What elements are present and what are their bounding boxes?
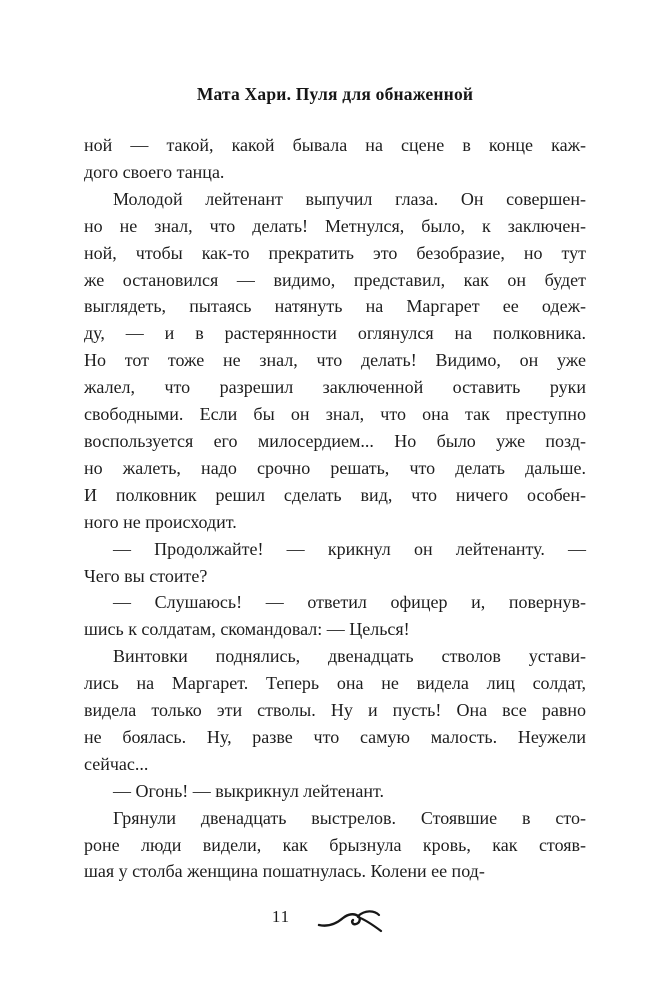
text-line: выглядеть, пытаясь натянуть на Маргарет ее одеж- xyxy=(84,296,586,317)
text-line: Молодой лейтенант выпучил глаза. Он совершен- xyxy=(113,188,586,209)
text-line: шая у столба женщина пошатнулась. Колени ее под- xyxy=(84,861,485,882)
text-line: Винтовки поднялись, двенадцать стволов устави- xyxy=(113,646,586,667)
flourish-icon xyxy=(316,905,384,933)
text-line: ного не происходит. xyxy=(84,511,237,532)
body-text xyxy=(84,132,586,885)
text-line: Но тот тоже не знал, что делать! Видимо, он уже xyxy=(84,350,586,371)
text-line: но жалеть, надо срочно решать, что делать дальше. xyxy=(84,457,586,478)
page-number: 11 xyxy=(271,907,291,926)
page-footer xyxy=(0,903,670,931)
text-line: но не знал, что делать! Метнулся, было, к заключен- xyxy=(84,215,586,236)
text-line: Грянули двенадцать выстрелов. Стоявшие в сто- xyxy=(113,807,586,828)
text-line: — Продолжайте! — крикнул он лейтенанту. — xyxy=(113,538,586,559)
text-line: — Огонь! — выкрикнул лейтенант. xyxy=(113,780,385,801)
text-line: свободными. Если бы он знал, что она так преступно xyxy=(84,404,586,425)
text-line: дого своего танца. xyxy=(84,161,225,182)
text-line: лись на Маргарет. Теперь она не видела лиц солдат, xyxy=(84,673,586,694)
text-line: Чего вы стоите? xyxy=(84,565,208,586)
text-line: жалел, что разрешил заключенной оставить руки xyxy=(84,377,586,398)
text-line: ду, — и в растерянности оглянулся на полковника. xyxy=(84,323,586,344)
text-line: видела только эти стволы. Ну и пусть! Она все равно xyxy=(84,700,586,721)
text-line: ной — такой, какой бывала на сцене в конце каж- xyxy=(84,135,586,155)
text-line: сейчас... xyxy=(84,753,149,774)
text-line: же остановился — видимо, представил, как он будет xyxy=(84,269,586,290)
text-line: И полковник решил сделать вид, что ничего особен- xyxy=(84,484,586,505)
text-line: — Слушаюсь! — ответил офицер и, повернув- xyxy=(113,592,586,613)
text-line: не боялась. Ну, разве что самую малость. Неужели xyxy=(84,726,586,747)
text-line: шись к солдатам, скомандовал: — Целься! xyxy=(84,619,410,640)
text-line: воспользуется его милосердием... Но было уже позд- xyxy=(84,430,586,451)
text-line: роне люди видели, как брызнула кровь, как стояв- xyxy=(84,834,586,855)
running-header: Мата Хари. Пуля для обнаженной xyxy=(196,84,474,104)
text-line: ной, чтобы как-то прекратить это безобразие, но тут xyxy=(84,242,586,263)
